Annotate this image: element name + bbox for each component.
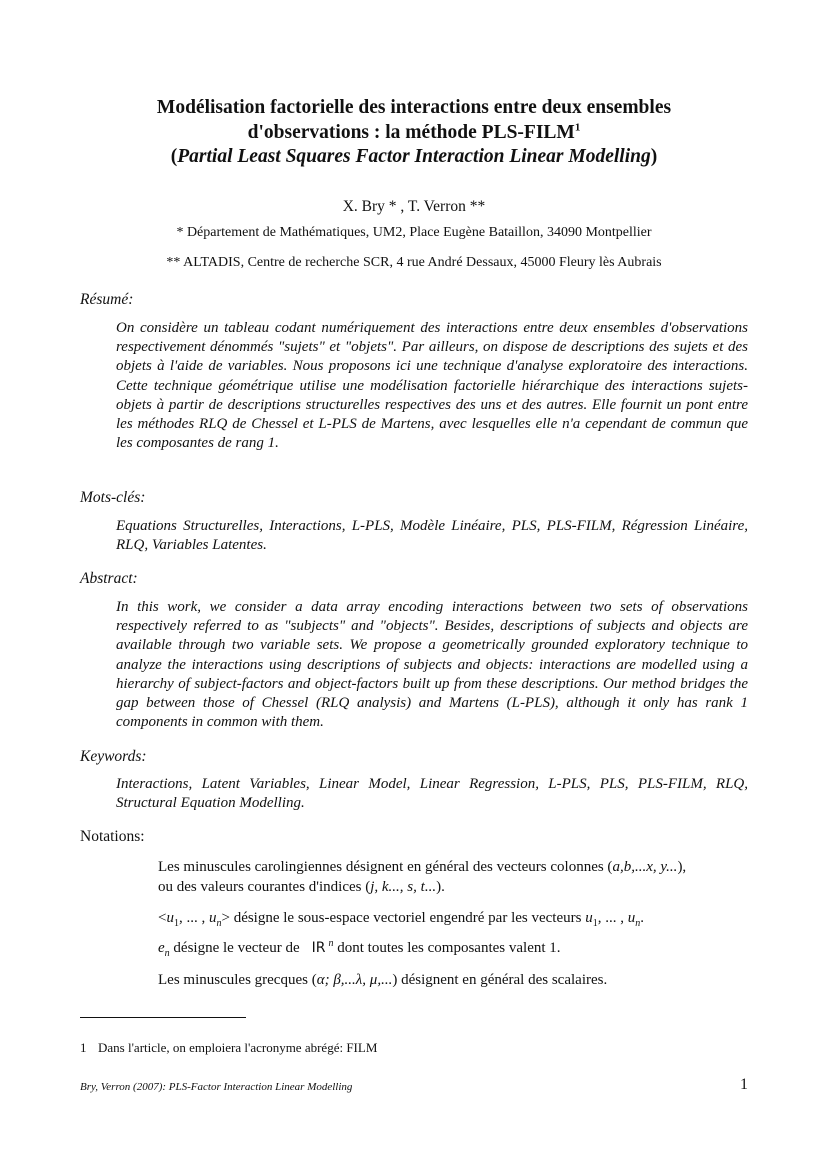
notation-1-f: ). bbox=[436, 879, 445, 895]
affiliation-2: ** ALTADIS, Centre de recherche SCR, 4 rue André Dessaux, 45000 Fleury lès Aubrais bbox=[166, 255, 662, 270]
notation-2-dots2: , ... , bbox=[597, 910, 628, 926]
notation-3-sup: n bbox=[328, 938, 334, 949]
notation-3-text: désigne le vecteur de bbox=[169, 940, 300, 956]
notation-line-3 bbox=[158, 938, 750, 958]
subtitle-paren-open: ( bbox=[170, 146, 178, 167]
notations-heading: Notations: bbox=[80, 828, 145, 845]
mots-cles-text: Equations Structurelles, Interactions, L-PLS, Modèle Linéaire, PLS, PLS-FILM, Régression Linéaire, RLQ, Variables Latentes. bbox=[116, 518, 748, 554]
notation-2-end: . bbox=[640, 910, 644, 926]
notation-3-sub: n bbox=[164, 948, 170, 959]
paper-title bbox=[80, 96, 748, 170]
notation-line-2 bbox=[158, 908, 750, 928]
title-footnote-mark: 1 bbox=[574, 121, 581, 133]
resume-text: On considère un tableau codant numériquement des interactions entre deux ensembles d'observations respectivement dénommés "sujets" et "objets". Par ailleurs, on dispose de descriptions des sujets et des objets à l'aide de variables. Nous proposons ici une technique d'analyse exploratoire des interactions. Cette technique géométrique utilise une modélisation factorielle hiérarchique des interactions sujets-objets à partir de descriptions structurelles respectives des uns et des autres. Elle fournit un pont entre les méthodes RLQ de Chessel et L-PLS de Martens, avec lesquelles elle n'a cependant de commun que les composantes de rang 1. bbox=[116, 320, 748, 452]
notation-2-sub4: n bbox=[635, 918, 641, 929]
page-number: 1 bbox=[740, 1076, 748, 1093]
subtitle-paren-close: ) bbox=[650, 146, 658, 167]
resume-heading: Résumé: bbox=[80, 291, 134, 308]
notation-line-4 bbox=[158, 970, 750, 990]
keywords-heading: Keywords: bbox=[80, 748, 147, 765]
notation-1-e: j, k..., s, t... bbox=[370, 879, 437, 895]
affiliation-1: * Département de Mathématiques, UM2, Place Eugène Bataillon, 34090 Montpellier bbox=[176, 225, 652, 240]
title-line-2-text: d'observations : la méthode PLS-FILM bbox=[247, 121, 575, 143]
keywords-text: Interactions, Latent Variables, Linear Model, Linear Regression, L-PLS, PLS, PLS-FILM, RLQ, Structural Equation Modelling. bbox=[116, 776, 748, 812]
mots-cles-heading: Mots-clés: bbox=[80, 489, 146, 506]
notation-1-a: Les minuscules carolingiennes désignent en général des vecteurs colonnes ( bbox=[158, 859, 613, 875]
notation-2-subn: n bbox=[216, 918, 222, 929]
notation-4-b: α; β,...λ, μ,... bbox=[316, 972, 393, 988]
notation-2-u4: u bbox=[627, 910, 636, 926]
notation-1-c: ), bbox=[677, 859, 687, 875]
title-subtitle: Partial Least Squares Factor Interaction Linear Modelling bbox=[177, 146, 651, 167]
notation-1-b: a,b,...x, y... bbox=[612, 859, 678, 875]
abstract-heading: Abstract: bbox=[80, 570, 138, 587]
notation-2-u3: u bbox=[585, 910, 593, 926]
footnote bbox=[80, 1040, 377, 1056]
notation-4-a: Les minuscules grecques ( bbox=[158, 972, 317, 988]
notation-2-sub1: 1 bbox=[173, 918, 179, 929]
notation-2-u: u bbox=[166, 910, 174, 926]
notation-2-dots: , ... , bbox=[178, 910, 209, 926]
notation-4-c: ) désignent en général des scalaires. bbox=[392, 972, 608, 988]
notation-line-1 bbox=[158, 857, 750, 897]
footnote-number: 1 bbox=[80, 1040, 87, 1055]
title-line-1: Modélisation factorielle des interactions entre deux ensembles bbox=[156, 97, 672, 118]
notation-2-close: > bbox=[221, 910, 230, 926]
notation-2-sub3: 1 bbox=[592, 918, 598, 929]
footnote-text: Dans l'article, on emploiera l'acronyme abrégé: FILM bbox=[98, 1040, 378, 1055]
footnote-rule bbox=[80, 1017, 246, 1018]
real-numbers-symbol: IR bbox=[311, 940, 326, 956]
notation-2-u2: u bbox=[208, 910, 217, 926]
abstract-text: In this work, we consider a data array encoding interactions between two sets of observations respectively referred to as "subjects" and "objects". Besides, descriptions of subjects and objects are available through two variable sets. We propose a geometrically grounded exploratory technique to analyze the interactions using descriptions of subjects and objects: interactions are modelled using a hierarchy of subject-factors and object-factors built up from these descriptions. Our method bridges the gap between those of Chessel (RLQ analysis) and Martens (L-PLS), although it only has rank 1 components in common with them. bbox=[116, 599, 748, 731]
notation-3-e: e bbox=[158, 940, 165, 956]
title-line-2 bbox=[80, 121, 748, 146]
notation-2-text: désigne le sous-espace vectoriel engendré par les vecteurs bbox=[229, 910, 586, 926]
notation-2-open: < bbox=[158, 910, 167, 926]
notation-1-d: ou des valeurs courantes d'indices ( bbox=[158, 879, 371, 895]
notation-3-end: dont toutes les composantes valent 1. bbox=[333, 940, 561, 956]
title-subtitle-line bbox=[80, 145, 748, 170]
authors: X. Bry * , T. Verron ** bbox=[342, 198, 486, 215]
running-footer: Bry, Verron (2007): PLS-Factor Interaction Linear Modelling bbox=[80, 1081, 353, 1093]
